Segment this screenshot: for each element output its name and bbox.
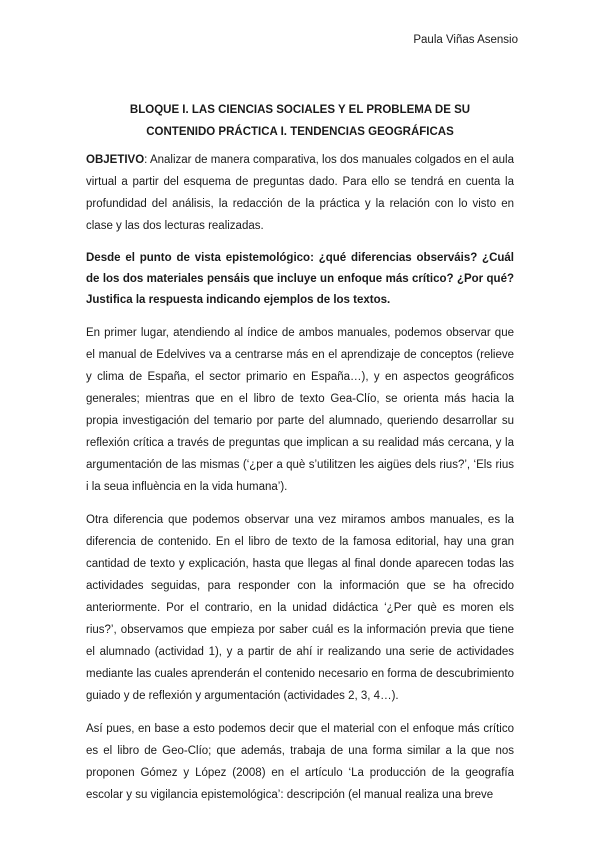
paragraph-2: Otra diferencia que podemos observar una vez miramos ambos manuales, es la diferencia de contenido. En el libro de texto de la famosa editorial, hay una gran cantidad de texto y explicación, hasta que llegas al final donde aparecen todas las actividades seguidas, para responder con la información que se ha ofrecido anteriormente. Por el contrario, en la unidad didáctica ‘¿Per què es moren els rius?’, observamos que empieza por saber cuál es la información previa que tiene el alumnado (actividad 1), y a partir de ahí ir realizando una serie de actividades mediante las cuales aprenderán el contenido necesario en forma de descubrimiento guiado y de reflexión y argumentación (actividades 2, 3, 4…).: [86, 514, 514, 702]
document-body: [86, 149, 514, 817]
paragraph-1: En primer lugar, atendiendo al índice de ambos manuales, podemos observar que el manual de Edelvives va a centrarse más en el aprendizaje de conceptos (relieve y clima de España, el sector primario en España…), y en aspectos geográficos generales; mientras que en el libro de texto Gea-Clío, se orienta más hacia la propia investigación del temario por parte del alumnado, queriendo desarrollar su reflexión crítica a través de preguntas que implican a su realidad más cercana, y la argumentación de las mismas (‘¿per a què s’utilitzen les aigües dels rius?’, ‘Els rius i la seua influència en la vida humana’).: [86, 327, 514, 493]
document-title: [86, 99, 514, 143]
objective-paragraph: [86, 149, 514, 237]
question-paragraph: Desde el punto de vista epistemológico: ¿qué diferencias observáis? ¿Cuál de los dos materiales pensáis que incluye un enfoque más crítico? ¿Por qué? Justifica la respuesta indicando ejemplos de los textos.: [86, 252, 514, 306]
paragraph-3: Así pues, en base a esto podemos decir que el material con el enfoque más crítico es el libro de Geo-Clío; que además, trabaja de una forma similar a la que nos proponen Gómez y López (2008) en el artículo ‘La producción de la geografía escolar y su vigilancia epistemológica’: descripción (el manual realiza una breve: [86, 723, 514, 801]
objective-label: OBJETIVO: [86, 154, 145, 166]
header-author: Paula Viñas Asensio: [413, 34, 518, 46]
objective-text: : Analizar de manera comparativa, los dos manuales colgados en el aula virtual a partir del esquema de preguntas dado. Para ello se tendrá en cuenta la profundidad del análisis, la redacción de la práctica y la relación con lo visto en clase y las dos lecturas realizadas.: [86, 154, 514, 232]
title-line-2: CONTENIDO PRÁCTICA I. TENDENCIAS GEOGRÁFICAS: [146, 126, 454, 138]
title-line-1: BLOQUE I. LAS CIENCIAS SOCIALES Y EL PROBLEMA DE SU: [129, 104, 471, 116]
